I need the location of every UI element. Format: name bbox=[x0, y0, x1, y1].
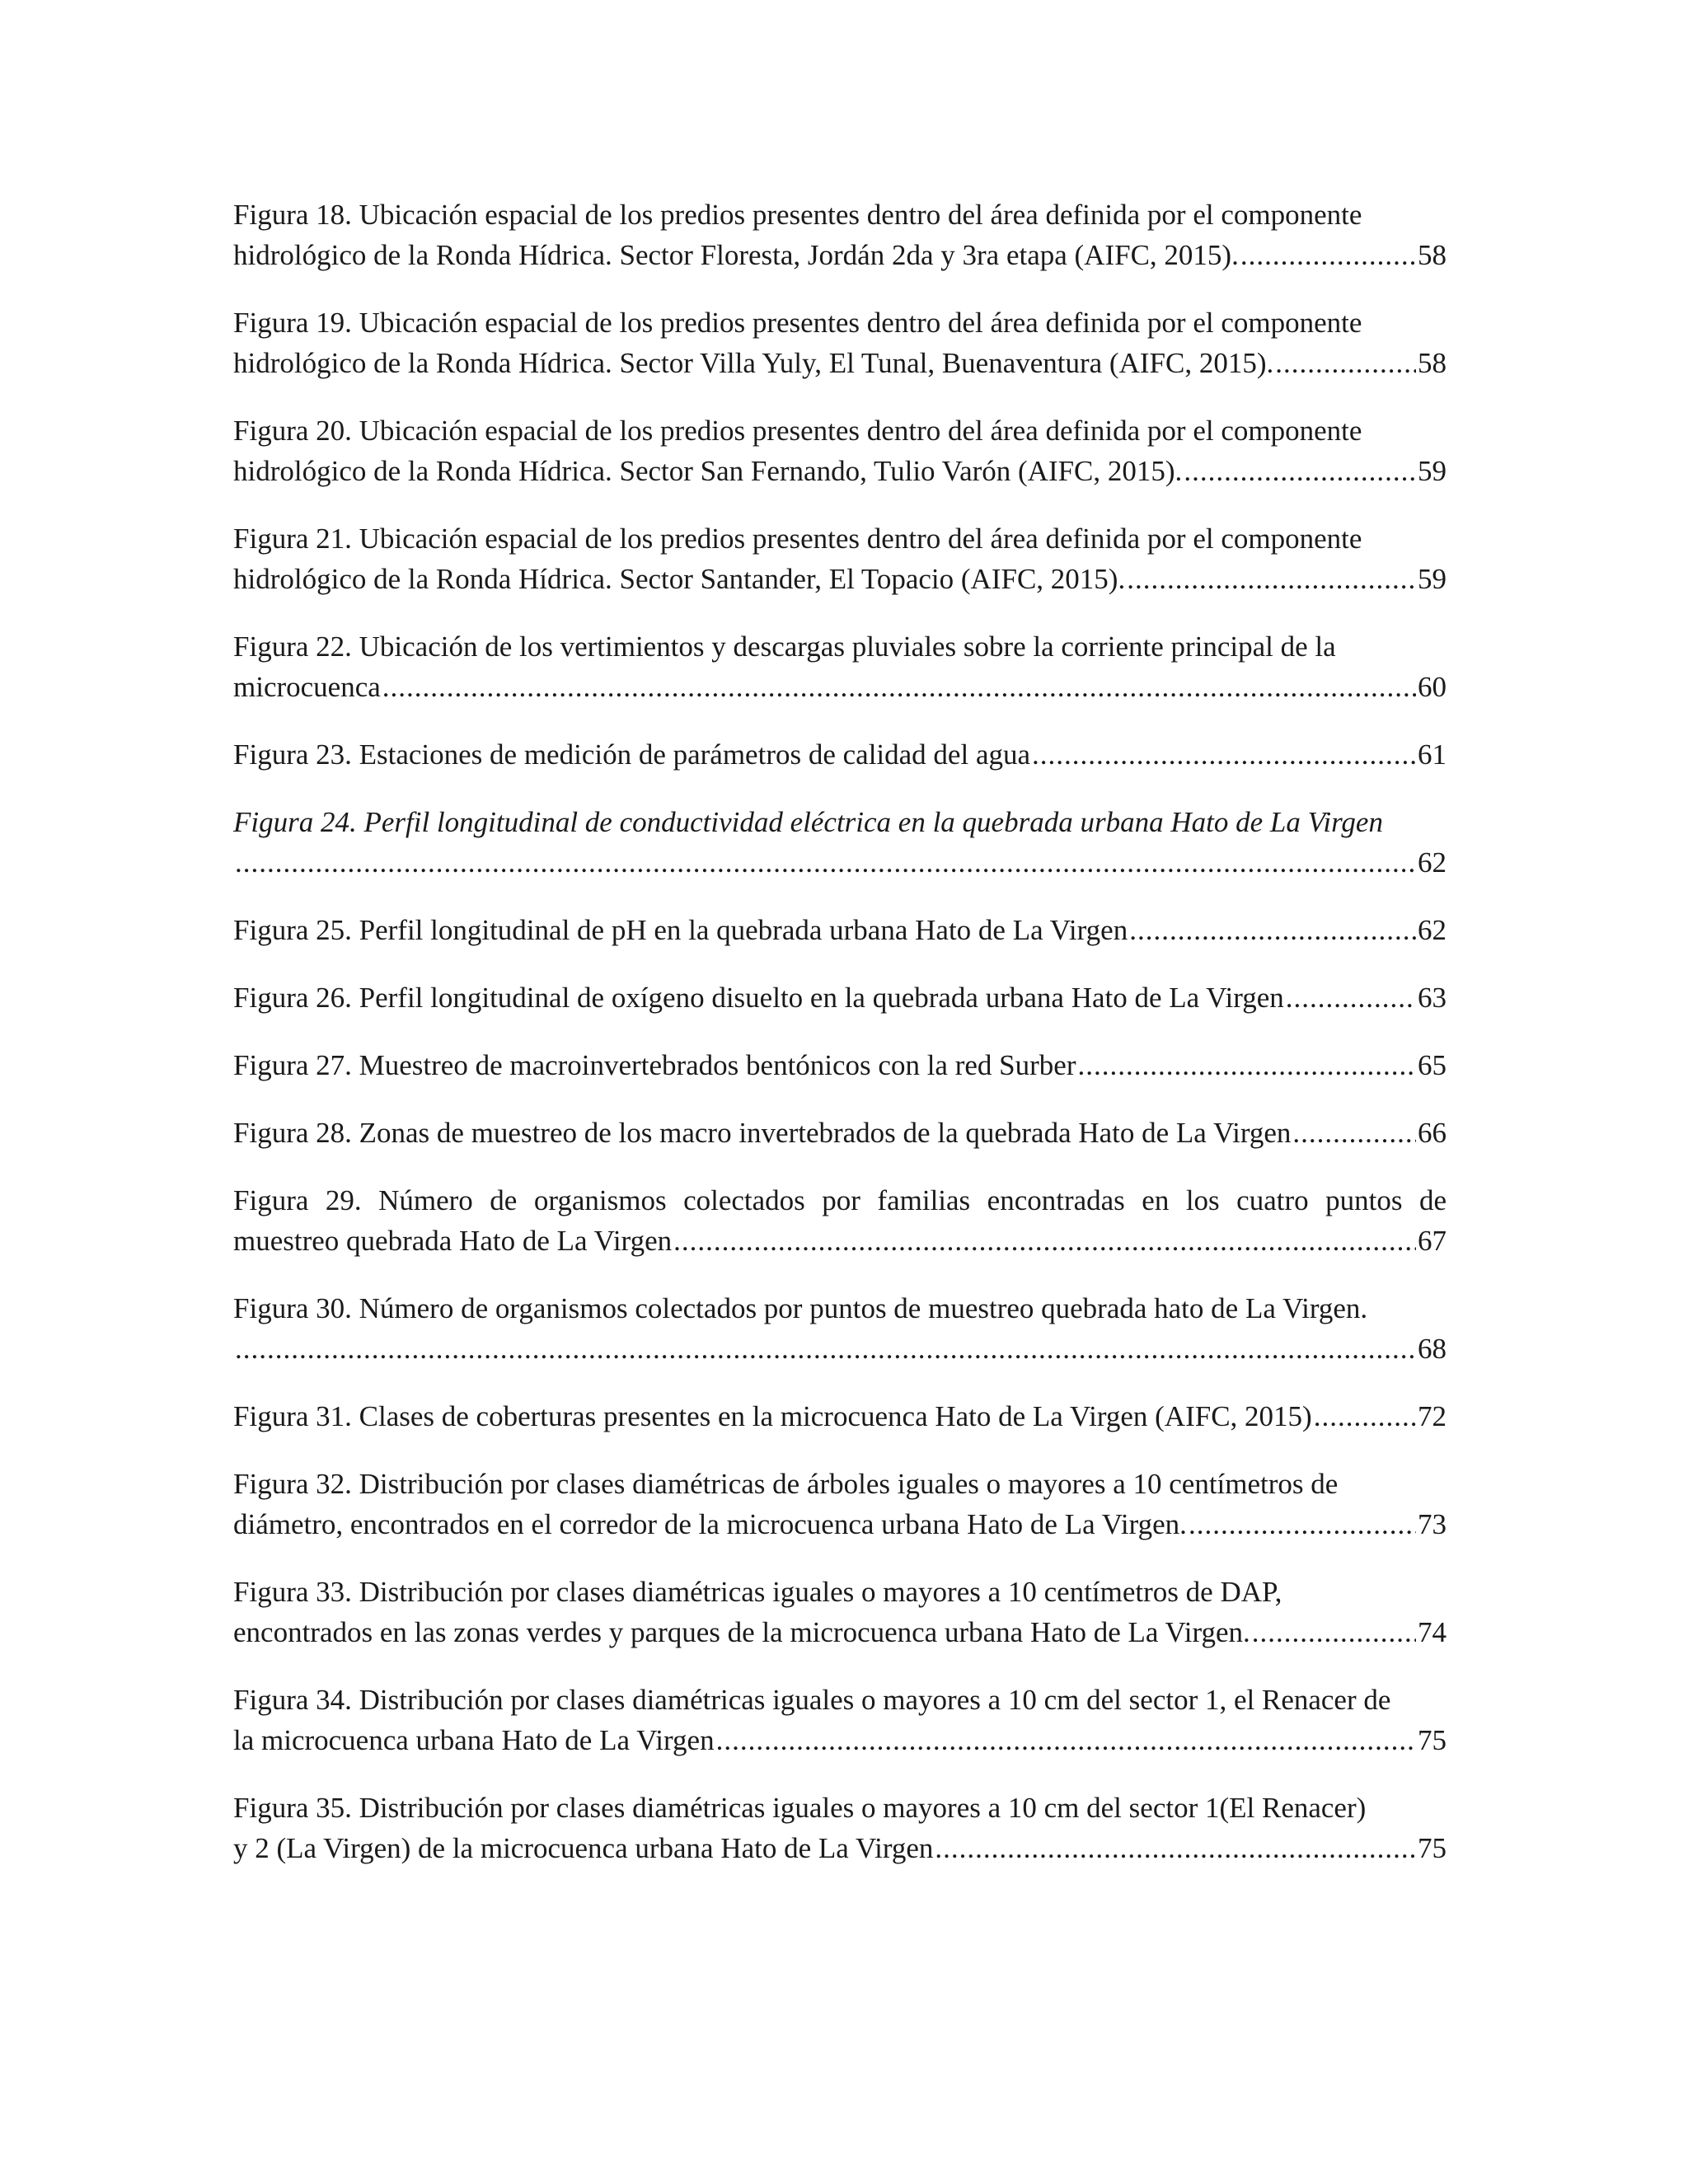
toc-entry[interactable] bbox=[233, 1045, 1447, 1085]
entry-page-number: 75 bbox=[1418, 1724, 1447, 1756]
entry-page-number: 60 bbox=[1418, 671, 1447, 703]
dot-leader bbox=[1189, 1504, 1416, 1544]
entry-page-number: 75 bbox=[1418, 1832, 1447, 1864]
dot-leader bbox=[716, 1720, 1416, 1760]
entry-page-number: 73 bbox=[1418, 1508, 1447, 1540]
entry-line: Figura 24. Perfil longitudinal de conductividad eléctrica en la quebrada urbana Hato de La Virgen bbox=[233, 806, 1383, 838]
entry-text: Figura 31. Clases de coberturas presentes en la microcuenca Hato de La Virgen (AIFC, 2015) bbox=[233, 1400, 1312, 1432]
entry-leader-line bbox=[233, 559, 1447, 599]
entry-page-number: 62 bbox=[1418, 846, 1447, 879]
entry-text: hidrológico de la Ronda Hídrica. Sector Santander, El Topacio (AIFC, 2015). bbox=[233, 563, 1126, 595]
entry-line: Figura 21. Ubicación espacial de los predios presentes dentro del área definida por el componente bbox=[233, 523, 1362, 555]
dot-leader bbox=[1127, 559, 1416, 599]
entry-page-number: 58 bbox=[1418, 347, 1447, 379]
toc-entry[interactable] bbox=[233, 1180, 1447, 1261]
dot-leader bbox=[235, 842, 1416, 883]
entry-line: Figura 32. Distribución por clases diamétricas de árboles iguales o mayores a 10 centímetros de bbox=[233, 1468, 1339, 1500]
entry-page-number: 61 bbox=[1418, 738, 1447, 771]
dot-leader bbox=[1292, 1113, 1416, 1153]
dot-leader bbox=[1286, 977, 1416, 1018]
entry-leader-line bbox=[233, 1221, 1447, 1261]
entry-line: Figura 22. Ubicación de los vertimientos y descargas pluviales sobre la corriente principal de la bbox=[233, 630, 1336, 663]
dot-leader bbox=[935, 1828, 1416, 1868]
toc-entry[interactable] bbox=[233, 1680, 1447, 1760]
dot-leader bbox=[1129, 910, 1416, 950]
entry-text: microcuenca bbox=[233, 671, 381, 703]
entry-page-number: 59 bbox=[1418, 563, 1447, 595]
entry-page-number: 66 bbox=[1418, 1117, 1447, 1149]
entry-leader-line bbox=[233, 1504, 1447, 1544]
entry-leader-line bbox=[233, 1612, 1447, 1652]
entry-text: Figura 23. Estaciones de medición de parámetros de calidad del agua bbox=[233, 738, 1031, 771]
dot-leader bbox=[1252, 1612, 1416, 1652]
entry-text: hidrológico de la Ronda Hídrica. Sector San Fernando, Tulio Varón (AIFC, 2015). bbox=[233, 455, 1183, 487]
entry-text: hidrológico de la Ronda Hídrica. Sector Villa Yuly, El Tunal, Buenaventura (AIFC, 2015). bbox=[233, 347, 1274, 379]
entry-line: Figura 29. Número de organismos colectados por familias encontradas en los cuatro puntos de bbox=[233, 1184, 1447, 1216]
dot-leader bbox=[1314, 1396, 1416, 1436]
toc-entry[interactable] bbox=[233, 977, 1447, 1018]
dot-leader bbox=[1275, 343, 1416, 383]
entry-page-number: 58 bbox=[1418, 239, 1447, 271]
entry-leader-line bbox=[233, 734, 1447, 775]
toc-entry[interactable] bbox=[233, 626, 1447, 707]
entry-line: Figura 35. Distribución por clases diamétricas iguales o mayores a 10 cm del sector 1(El Renacer) bbox=[233, 1792, 1367, 1824]
entry-page-number: 68 bbox=[1418, 1333, 1447, 1365]
toc-entry[interactable] bbox=[233, 1113, 1447, 1153]
toc-entry[interactable] bbox=[233, 1788, 1447, 1868]
entry-line: Figura 20. Ubicación espacial de los predios presentes dentro del área definida por el componente bbox=[233, 415, 1362, 447]
entry-text: hidrológico de la Ronda Hídrica. Sector Floresta, Jordán 2da y 3ra etapa (AIFC, 2015). bbox=[233, 239, 1239, 271]
dot-leader bbox=[382, 667, 1416, 707]
entry-line: Figura 30. Número de organismos colectados por puntos de muestreo quebrada hato de La Virgen. bbox=[233, 1292, 1368, 1324]
entry-text: y 2 (La Virgen) de la microcuenca urbana Hato de La Virgen bbox=[233, 1832, 934, 1864]
dot-leader bbox=[673, 1221, 1416, 1261]
entry-line: Figura 33. Distribución por clases diamétricas iguales o mayores a 10 centímetros de DAP, bbox=[233, 1576, 1282, 1608]
list-of-figures bbox=[233, 194, 1447, 1896]
entry-leader-line bbox=[233, 451, 1447, 491]
toc-entry[interactable] bbox=[233, 734, 1447, 775]
entry-page-number: 63 bbox=[1418, 982, 1447, 1014]
toc-entry[interactable] bbox=[233, 1288, 1447, 1369]
entry-text: encontrados en las zonas verdes y parques de la microcuenca urbana Hato de La Virgen. bbox=[233, 1616, 1250, 1648]
toc-entry[interactable] bbox=[233, 518, 1447, 599]
toc-entry[interactable] bbox=[233, 410, 1447, 491]
entry-page-number: 59 bbox=[1418, 455, 1447, 487]
entry-leader-line bbox=[233, 842, 1447, 883]
entry-leader-line bbox=[233, 343, 1447, 383]
entry-text: Figura 27. Muestreo de macroinvertebrados bentónicos con la red Surber bbox=[233, 1049, 1076, 1081]
entry-line: Figura 19. Ubicación espacial de los predios presentes dentro del área definida por el componente bbox=[233, 307, 1362, 339]
entry-leader-line bbox=[233, 667, 1447, 707]
entry-text: Figura 28. Zonas de muestreo de los macro invertebrados de la quebrada Hato de La Virgen bbox=[233, 1117, 1292, 1149]
entry-page-number: 62 bbox=[1418, 914, 1447, 946]
entry-page-number: 72 bbox=[1418, 1400, 1447, 1432]
entry-text: la microcuenca urbana Hato de La Virgen bbox=[233, 1724, 715, 1756]
toc-entry[interactable] bbox=[233, 802, 1447, 883]
toc-entry[interactable] bbox=[233, 1396, 1447, 1436]
entry-page-number: 74 bbox=[1418, 1616, 1447, 1648]
dot-leader bbox=[1032, 734, 1416, 775]
dot-leader bbox=[235, 1329, 1416, 1369]
entry-leader-line bbox=[233, 235, 1447, 275]
entry-leader-line bbox=[233, 1329, 1447, 1369]
entry-leader-line bbox=[233, 1396, 1447, 1436]
entry-leader-line bbox=[233, 910, 1447, 950]
entry-leader-line bbox=[233, 1828, 1447, 1868]
entry-text: Figura 26. Perfil longitudinal de oxígeno disuelto en la quebrada urbana Hato de La Virgen bbox=[233, 982, 1284, 1014]
entry-text: diámetro, encontrados en el corredor de la microcuenca urbana Hato de La Virgen. bbox=[233, 1508, 1187, 1540]
entry-page-number: 65 bbox=[1418, 1049, 1447, 1081]
toc-entry[interactable] bbox=[233, 302, 1447, 383]
toc-entry[interactable] bbox=[233, 1572, 1447, 1652]
toc-entry[interactable] bbox=[233, 910, 1447, 950]
entry-line: Figura 34. Distribución por clases diamétricas iguales o mayores a 10 cm del sector 1, el Renacer de bbox=[233, 1684, 1391, 1716]
entry-leader-line bbox=[233, 1113, 1447, 1153]
entry-leader-line bbox=[233, 977, 1447, 1018]
entry-text: Figura 25. Perfil longitudinal de pH en la quebrada urbana Hato de La Virgen bbox=[233, 914, 1128, 946]
entry-leader-line bbox=[233, 1045, 1447, 1085]
toc-entry[interactable] bbox=[233, 194, 1447, 275]
entry-page-number: 67 bbox=[1418, 1225, 1447, 1257]
dot-leader bbox=[1184, 451, 1416, 491]
entry-text: muestreo quebrada Hato de La Virgen bbox=[233, 1225, 673, 1257]
dot-leader bbox=[1240, 235, 1416, 275]
toc-entry[interactable] bbox=[233, 1464, 1447, 1544]
entry-leader-line bbox=[233, 1720, 1447, 1760]
entry-line: Figura 18. Ubicación espacial de los predios presentes dentro del área definida por el componente bbox=[233, 199, 1362, 231]
dot-leader bbox=[1077, 1045, 1416, 1085]
